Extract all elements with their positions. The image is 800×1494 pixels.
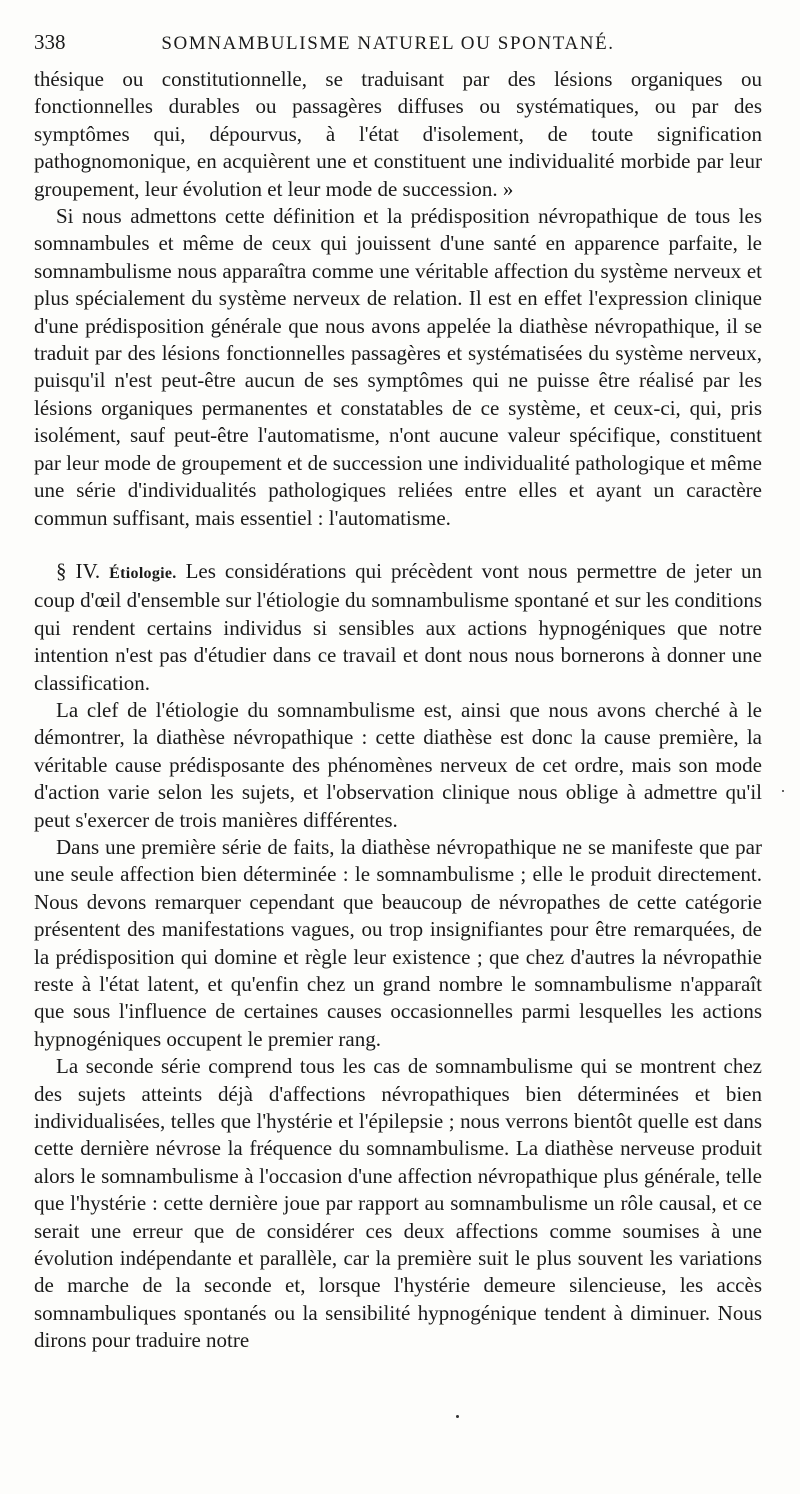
page-header (34, 30, 762, 64)
paragraph-premiere-serie: Dans une première série de faits, la diathèse névropathique ne se manifeste que par une seule affection bien déterminée : le somnambulisme ; elle le produit directement. Nous devons remarquer cependant que beaucoup de névropathes de cette catégorie présentent des manifestations vagues, ou trop insignifiantes pour être remarquées, de la prédisposition qui domine et règle leur existence ; que chez d'autres la névropathie reste à l'état latent, et qu'enfin chez un grand nombre le somnambulisme n'apparaît que sous l'influence de certaines causes occasionnelles parmi lesquelles les actions hypnogéniques occupent le premier rang. (34, 834, 762, 1051)
paragraph-seconde-serie: La seconde série comprend tous les cas de somnambulisme qui se montrent chez des sujets atteints déjà d'affections névropathiques bien déterminées et bien individualisées, telles que l'hystérie et l'épilepsie ; nous verrons bientôt quelle est dans cette dernière névrose la fréquence du somnambulisme. La diathèse nerveuse produit alors le somnambulisme à l'occasion d'une affection névropathique plus générale, telle que l'hystérie : cette dernière joue par rapport au somnambulisme un rôle causal, et ce serait une erreur que de considérer ces deux affections comme soumises à une évolution indépendante et parallèle, car la première suit le plus souvent les variations de marche de la seconde et, lorsque l'hystérie demeure silencieuse, les accès somnambuliques spontanés ou la sensibilité hypnogénique tendent à diminuer. Nous dirons pour traduire notre (34, 1054, 762, 1353)
paragraph-text: Les considérations qui précèdent vont nous permettre de jeter un coup d'œil d'ensemble sur l'étiologie du somnambulisme spontané et sur les conditions qui rendent certains individus si sensibles aux actions hypnogéniques que notre intention n'est pas d'étudier dans ce travail et dont nous nous bornerons à donner une classification. (34, 558, 763, 695)
running-title: SOMNAMBULISME NATUREL OU SPONTANÉ. (161, 33, 615, 54)
ink-speck (782, 790, 784, 792)
paragraph-definition: Si nous admettons cette définition et la prédisposition névropathique de tous les somnambules et même de ceux qui jouissent d'une santé en apparence parfaite, le somnambulisme nous apparaîtra comme une véritable affection du système nerveux et plus spécialement du système nerveux de relation. Il est en effet l'expression clinique d'une prédisposition générale que nous avons appelée la diathèse névropathique, il se traduit par des lésions fonctionnelles passagères et systématisées du système nerveux, puisqu'il n'est peut-être aucun de ses symptômes qui ne puisse être réalisé par les lésions organiques permanentes et constatables de ce système, et ceux-ci, qui, pris isolément, sauf peut-être l'automatisme, n'ont aucune valeur spécifique, constituent par leur mode de groupement et de succession une individualité pathologique et même une série d'individualités pathologiques reliées entre elles et ayant un caractère commun suffisant, mais essentiel : l'automatisme. (34, 204, 762, 530)
page-body (34, 66, 762, 1355)
paragraph-section-iv (34, 558, 762, 697)
ink-speck (456, 1415, 459, 1418)
section-heading: Étiologie. (109, 564, 177, 582)
paragraph-continuation: thésique ou constitutionnelle, se traduisant par des lésions organiques ou fonctionnelles durables ou passagères diffuses ou systématiques, ou par des symptômes qui, dépourvus, à l'état d'isolement, de toute signification pathognomonique, en acquièrent une et constituent une individualité morbide par leur groupement, leur évolution et leur mode de succession. » (34, 67, 762, 201)
page-number: 338 (34, 30, 66, 54)
section-spacer (34, 532, 762, 558)
paragraph-clef: La clef de l'étiologie du somnambulisme est, ainsi que nous avons cherché à le démontrer, la diathèse névropathique : cette diathèse est donc la cause première, la véritable cause prédisposante des phénomènes nerveux de cet ordre, mais son mode d'action varie selon les sujets, et l'observation clinique nous oblige à admettre qu'il peut s'exercer de trois manières différentes. (34, 697, 762, 832)
section-mark: § IV. (56, 558, 101, 583)
